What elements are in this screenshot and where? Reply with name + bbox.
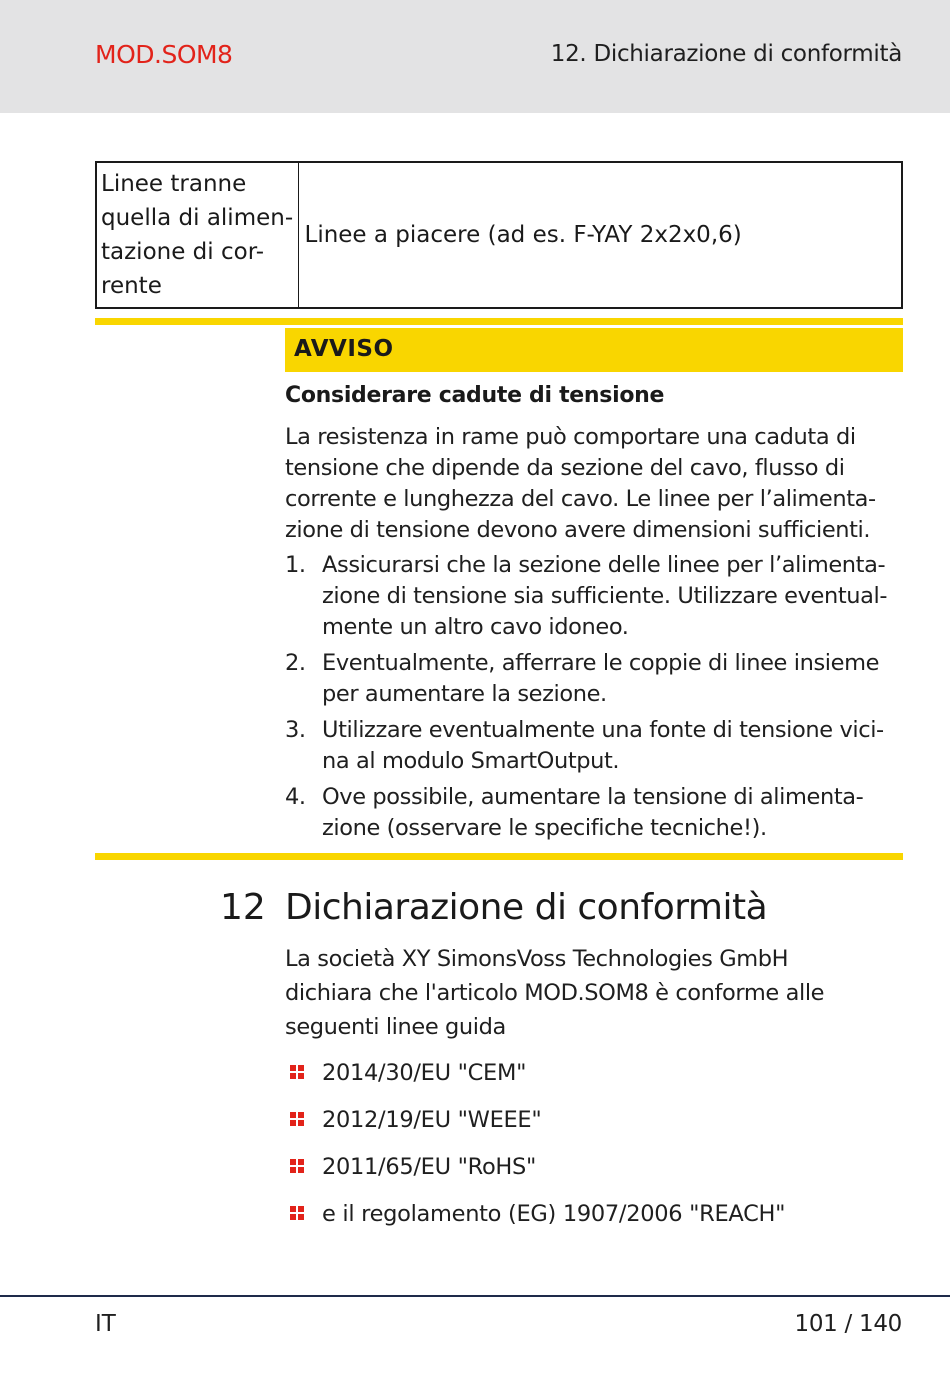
step-number: 3.	[285, 717, 306, 743]
list-item: 4. Ove possibile, aumentare la tensione di alimenta- zione (osservare le specifiche tecniche!).	[285, 784, 864, 841]
notice-bottom-rule	[95, 853, 903, 860]
notice-steps	[285, 550, 905, 849]
page-number: 101 / 140	[794, 1311, 902, 1337]
list-item: 2011/65/EU "RoHS"	[287, 1151, 785, 1198]
cable-spec-table	[95, 161, 903, 309]
list-item: e il regolamento (EG) 1907/2006 "REACH"	[287, 1198, 785, 1245]
red-square-bullet-icon	[290, 1112, 304, 1126]
notice-title: Considerare cadute di tensione	[285, 383, 665, 408]
page-header	[0, 0, 950, 113]
table-cell-label: Linee tranne quella di alimen- tazione di cor- rente	[96, 162, 298, 308]
step-number: 1.	[285, 552, 306, 578]
section-number: 12	[220, 887, 266, 928]
step-number: 2.	[285, 650, 306, 676]
table-row	[96, 162, 902, 308]
directive-list	[287, 1057, 785, 1245]
red-square-bullet-icon	[290, 1206, 304, 1220]
red-square-bullet-icon	[290, 1159, 304, 1173]
chapter-title: 12. Dichiarazione di conformità	[550, 41, 902, 67]
section-title: Dichiarazione di conformità	[285, 887, 768, 928]
step-number: 4.	[285, 784, 306, 810]
red-square-bullet-icon	[290, 1065, 304, 1079]
product-name: MOD.SOM8	[95, 40, 233, 69]
footer-divider	[0, 1295, 950, 1297]
notice-label: AVVISO	[294, 336, 394, 362]
notice-body: La resistenza in rame può comportare una caduta di tensione che dipende da sezione del cavo, flusso di corrente e lunghezza del cavo. Le linee per l’alimenta- zione di tensione devono avere dimensioni sufficienti.	[285, 424, 876, 543]
notice-label-box	[285, 328, 903, 372]
list-item: 2. Eventualmente, afferrare le coppie di linee insieme per aumentare la sezione.	[285, 650, 880, 707]
notice-top-rule	[95, 318, 903, 325]
section-intro: La società XY SimonsVoss Technologies GmbH dichiara che l'articolo MOD.SOM8 è conforme alle seguenti linee guida	[285, 946, 825, 1040]
list-item: 1. Assicurarsi che la sezione delle linee per l’alimenta- zione di tensione sia sufficiente. Utilizzare eventual- mente un altro cavo idoneo.	[285, 552, 888, 640]
table-cell-value: Linee a piacere (ad es. F-YAY 2x2x0,6)	[298, 162, 902, 308]
list-item: 2012/19/EU "WEEE"	[287, 1104, 785, 1151]
list-item: 3. Utilizzare eventualmente una fonte di tensione vici- na al modulo SmartOutput.	[285, 717, 884, 774]
footer-language: IT	[95, 1311, 116, 1337]
list-item: 2014/30/EU "CEM"	[287, 1057, 785, 1104]
